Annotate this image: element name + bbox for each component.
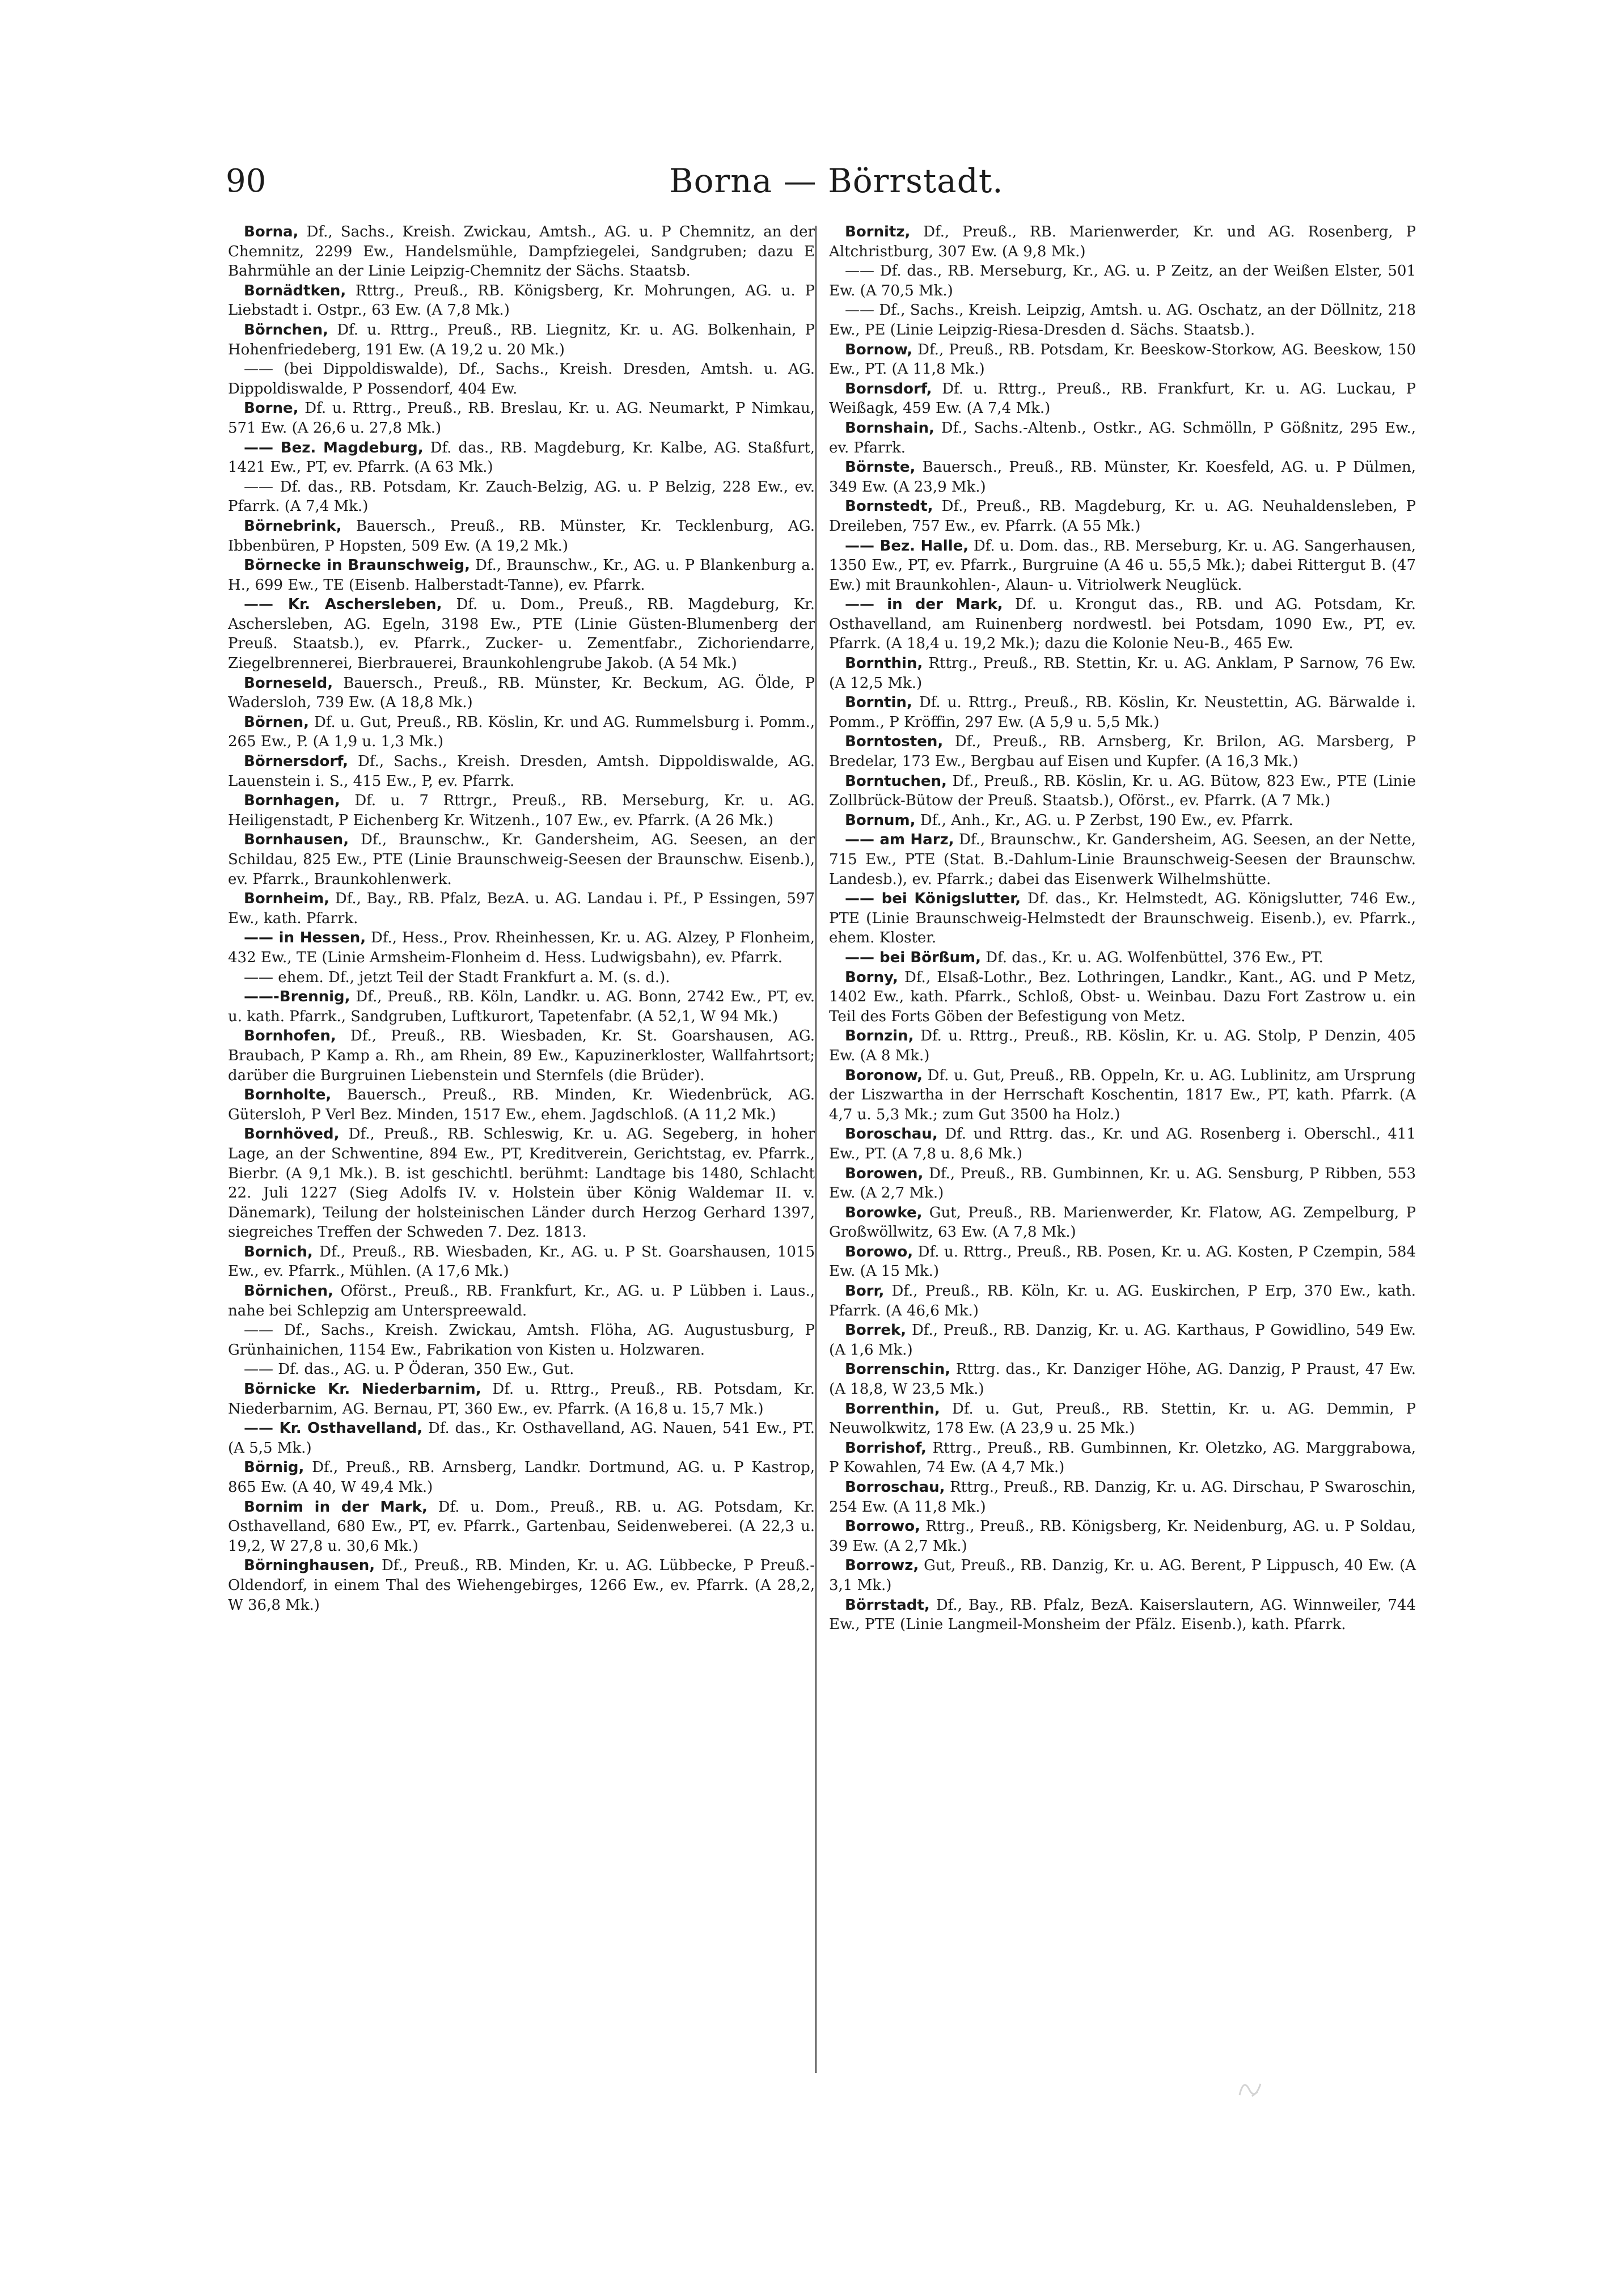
dictionary-entry [228, 968, 815, 988]
dictionary-entry [829, 948, 1416, 968]
entry-headword: —— bei Börßum, [845, 949, 981, 966]
entry-headword: Börnig, [244, 1459, 304, 1477]
dictionary-entry [829, 1517, 1416, 1556]
entry-headword: Bornhöved, [244, 1126, 340, 1143]
entry-text: Df., Anh., Kr., AG. u. P Zerbst, 190 Ew., ev. Pfarrk. [915, 811, 1293, 829]
dictionary-entry [228, 987, 815, 1026]
entry-text: Df. und Rttrg. das., Kr. und AG. Rosenberg i. Oberschl., 411 Ew., PT. (A 7,8 u. 8,6 Mk.) [829, 1126, 1416, 1162]
left-column [228, 222, 815, 1615]
entry-text: Bauersch., Preuß., RB. Minden, Kr. Wiedenbrück, AG. Gütersloh, P Verl Bez. Minden, 1517 Ew., ehem. Jagdschloß. (A 11,2 Mk.) [228, 1086, 815, 1123]
dictionary-entry [829, 418, 1416, 458]
library-stamp-mark [1235, 2072, 1269, 2101]
dictionary-entry [228, 1242, 815, 1281]
entry-text: Df. u. Rttrg., Preuß., RB. Köslin, Kr. u. AG. Stolp, P Denzin, 405 Ew. (A 8 Mk.) [829, 1027, 1416, 1064]
dictionary-entry [228, 222, 815, 281]
entry-text: Df., Preuß., RB. Marienwerder, Kr. und AG. Rosenberg, P Altchristburg, 307 Ew. (A 9,8 Mk.) [829, 223, 1416, 260]
dictionary-entry [829, 1596, 1416, 1635]
entry-text: Df., Preuß., RB. Schleswig, Kr. u. AG. Segeberg, in hoher Lage, an der Schwentine, 894 Ew., PT, Kreditverein, Gerichtstag, ev. Pfarrk., Bierbr. (A 9,1 Mk.). B. ist geschichtl. berühmt: Landtage bis 1480, Schlacht 22. Juli 1227 (Sieg Adolfs IV. v. Holstein über König Waldemar II. v. Dänemark), Teilung der holsteinischen Länder durch Herzog Gerhard 1397, siegreiches Treffen der Schweden 7. Dez. 1813. [228, 1126, 815, 1241]
dictionary-entry [829, 497, 1416, 536]
dictionary-entry [228, 752, 815, 791]
entry-headword: —— Bez. Magdeburg, [244, 439, 424, 456]
entry-headword: Börninghausen, [244, 1557, 375, 1575]
entry-headword: Bornim in der Mark, [244, 1498, 428, 1516]
entry-headword: —— Bez. Halle, [845, 537, 969, 555]
entry-text: Df., Sachs., Kreish. Zwickau, Amtsh., AG. u. P Chemnitz, an der Chemnitz, 2299 Ew., Handelsmühle, Dampfziegelei, Sandgruben; dazu E Bahrmühle an der Linie Leipzig-Chemnitz der Sächs. Staatsb. [228, 223, 815, 280]
entry-headword: Borowen, [845, 1165, 924, 1182]
entry-text: Df., Preuß., RB. Köln, Landkr. u. AG. Bonn, 2742 Ew., PT, ev. u. kath. Pfarrk., Sandgruben, Luftkurort, Tapetenfabr. (A 52,1, W 94 Mk.) [228, 988, 815, 1025]
entry-headword: Borny, [845, 968, 898, 986]
entry-headword: Börnchen, [244, 321, 328, 339]
entry-text: Df. u. Gut, Preuß., RB. Köslin, Kr. und AG. Rummelsburg i. Pomm., 265 Ew., P. (A 1,9 u. 1,3 Mk.) [228, 713, 815, 751]
entry-text: Gut, Preuß., RB. Danzig, Kr. u. AG. Berent, P Lippusch, 40 Ew. (A 3,1 Mk.) [829, 1557, 1416, 1594]
entry-text: Df., Hess., Prov. Rheinhessen, Kr. u. AG. Alzey, P Flonheim, 432 Ew., TE (Linie Armsheim-Flonheim d. Hess. Ludwigsbahn), ev. Pfarrk. [228, 929, 815, 966]
dictionary-entry [829, 811, 1416, 831]
dictionary-entry [228, 281, 815, 320]
entry-headword: Boroschau, [845, 1126, 938, 1143]
entry-headword: Borntosten, [845, 733, 944, 751]
dictionary-entry [228, 791, 815, 830]
entry-text: Df., Preuß., RB. Potsdam, Kr. Beeskow-Storkow, AG. Beeskow, 150 Ew., PT. (A 11,8 Mk.) [829, 341, 1416, 378]
entry-headword: Bornhagen, [244, 792, 340, 810]
entry-text: Df. u. Krongut das., RB. und AG. Potsdam, Kr. Osthavelland, am Ruinenberg nordwestl. bei Potsdam, 1090 Ew., PT, ev. Pfarrk. (A 18,4 u. 19,2 Mk.); dazu die Kolonie Neu-B., 465 Ew. [829, 596, 1416, 653]
entry-headword: —— Kr. Osthavelland, [244, 1420, 423, 1437]
dictionary-entry [829, 595, 1416, 654]
entry-headword: Bornich, [244, 1243, 313, 1260]
dictionary-entry [829, 1478, 1416, 1517]
dictionary-entry [829, 301, 1416, 340]
entry-headword: Borr, [845, 1283, 885, 1300]
entry-headword: Bornzin, [845, 1027, 914, 1045]
entry-text: —— Df. das., AG. u. P Öderan, 350 Ew., Gut. [244, 1361, 574, 1378]
entry-text: Df. u. Rttrg., Preuß., RB. Breslau, Kr. u. AG. Neumarkt, P Nimkau, 571 Ew. (A 26,6 u. 27,8 Mk.) [228, 400, 815, 437]
dictionary-entry [228, 320, 815, 359]
entry-text: Bauersch., Preuß., RB. Münster, Kr. Beckum, AG. Ölde, P Wadersloh, 739 Ew. (A 18,8 Mk.) [228, 674, 815, 712]
entry-headword: —— in der Mark, [845, 596, 1003, 614]
entry-headword: Bornum, [845, 811, 916, 829]
entry-text: Df., Preuß., RB. Danzig, Kr. u. AG. Karthaus, P Gowidlino, 549 Ew. (A 1,6 Mk.) [829, 1322, 1416, 1359]
entry-headword: Börnen, [244, 713, 310, 731]
entry-headword: Börnecke in Braunschweig, [244, 557, 471, 574]
entry-text: Rttrg., Preuß., RB. Danzig, Kr. u. AG. Dirschau, P Swaroschin, 254 Ew. (A 11,8 Mk.) [829, 1479, 1416, 1516]
dictionary-entry [829, 654, 1416, 693]
entry-headword: Börnichen, [244, 1283, 333, 1300]
entry-headword: —— Kr. Aschersleben, [244, 596, 442, 614]
dictionary-entry [228, 1419, 815, 1458]
entry-text: Df., Bay., RB. Pfalz, BezA. Kaiserslautern, AG. Winnweiler, 744 Ew., PTE (Linie Langmeil-Monsheim der Pfälz. Eisenb.), kath. Pfarrk. [829, 1596, 1416, 1634]
entry-headword: Borne, [244, 400, 299, 417]
dictionary-entry [228, 595, 815, 673]
dictionary-entry [228, 1360, 815, 1380]
dictionary-entry [829, 379, 1416, 418]
dictionary-entry [228, 1085, 815, 1124]
entry-headword: ——-Brennig, [244, 988, 350, 1006]
dictionary-entry [228, 1380, 815, 1419]
entry-text: Df., Preuß., RB. Magdeburg, Kr. u. AG. Neuhaldensleben, P Dreileben, 757 Ew., ev. Pfarrk. (A 55 Mk.) [829, 498, 1416, 535]
dictionary-entry [829, 1281, 1416, 1321]
entry-headword: Borntin, [845, 694, 912, 712]
dictionary-entry [829, 1242, 1416, 1281]
entry-text: Df., Preuß., RB. Wiesbaden, Kr., AG. u. P St. Goarshausen, 1015 Ew., ev. Pfarrk., Mühlen. (A 17,6 Mk.) [228, 1243, 815, 1280]
page-number: 90 [226, 163, 267, 200]
dictionary-entry [228, 438, 815, 477]
entry-headword: —— bei Königslutter, [845, 890, 1021, 908]
entry-text: Df. u. Rttrg., Preuß., RB. Frankfurt, Kr. u. AG. Luckau, P Weißagk, 459 Ew. (A 7,4 Mk.) [829, 380, 1416, 417]
entry-text: Df., Sachs., Kreish. Dresden, Amtsh. Dippoldiswalde, AG. Lauenstein i. S., 415 Ew., P, ev. Pfarrk. [228, 753, 815, 790]
entry-text: Df. das., Kr. Helmstedt, AG. Königslutter, 746 Ew., PTE (Linie Braunschweig-Helmstedt der Braunschweig. Eisenb.), ev. Pfarrk., ehem. Kloster. [829, 890, 1416, 947]
entry-text: Df. u. 7 Rttrgr., Preuß., RB. Merseburg, Kr. u. AG. Heiligenstadt, P Eichenberg Kr. Witzenh., 107 Ew., ev. Pfarrk. (A 26 Mk.) [228, 792, 815, 829]
dictionary-entry [829, 772, 1416, 811]
entry-headword: Börnste, [845, 459, 916, 476]
entry-text: —— Df. das., RB. Potsdam, Kr. Zauch-Belzig, AG. u. P Belzig, 228 Ew., ev. Pfarrk. (A 7,4 Mk.) [228, 478, 815, 515]
entry-text: Df., Preuß., RB. Köslin, Kr. u. AG. Bütow, 823 Ew., PTE (Linie Zollbrück-Bütow der Preuß. Staatsb.), Oförst., ev. Pfarrk. (A 7 Mk.) [829, 772, 1416, 810]
right-column [829, 222, 1416, 1635]
entry-text: Df., Preuß., RB. Minden, Kr. u. AG. Lübbecke, P Preuß.-Oldendorf, in einem Thal des Wiehengebirges, 1266 Ew., ev. Pfarrk. (A 28,2, W 36,8 Mk.) [228, 1557, 815, 1614]
entry-headword: Bornsdorf, [845, 380, 932, 397]
dictionary-entry [829, 830, 1416, 889]
entry-headword: Börnebrink, [244, 517, 342, 535]
entry-text: Df., Preuß., RB. Arnsberg, Landkr. Dortmund, AG. u. P Kastrop, 865 Ew. (A 40, W 49,4 Mk.) [228, 1459, 815, 1496]
dictionary-entry [228, 556, 815, 595]
dictionary-entry [228, 889, 815, 928]
entry-headword: Börrstadt, [845, 1596, 930, 1614]
entry-text: Rttrg. das., Kr. Danziger Höhe, AG. Danzig, P Praust, 47 Ew. (A 18,8, W 23,5 Mk.) [829, 1361, 1416, 1398]
dictionary-entry [829, 1026, 1416, 1065]
entry-text: Rttrg., Preuß., RB. Königsberg, Kr. Mohrungen, AG. u. P Liebstadt i. Ostpr., 63 Ew. (A 7,8 Mk.) [228, 282, 815, 319]
entry-headword: Borrenthin, [845, 1400, 940, 1418]
entry-text: Df. u. Rttrg., Preuß., RB. Potsdam, Kr. Niederbarnim, AG. Bernau, PT, 360 Ew., ev. Pfarrk. (A 16,8 u. 15,7 Mk.) [228, 1381, 815, 1418]
entry-text: Bauersch., Preuß., RB. Münster, Kr. Koesfeld, AG. u. P Dülmen, 349 Ew. (A 23,9 Mk.) [829, 459, 1416, 496]
dictionary-entry [228, 1026, 815, 1085]
entry-text: Df. u. Dom., Preuß., RB. u. AG. Potsdam, Kr. Osthavelland, 680 Ew., PT, ev. Pfarrk., Gartenbau, Seidenweberei. (A 22,3 u. 19,2, W 27,8 u. 30,6 Mk.) [228, 1498, 815, 1555]
entry-headword: Bornshain, [845, 419, 934, 437]
dictionary-entry [228, 517, 815, 556]
dictionary-entry [829, 261, 1416, 301]
entry-text: Df., Braunschw., Kr. Gandersheim, AG. Seesen, an der Schildau, 825 Ew., PTE (Linie Braunschweig-Seesen der Braunschw. Eisenb.), ev. Pfarrk., Braunkohlenwerk. [228, 831, 815, 888]
dictionary-entry [228, 1556, 815, 1615]
dictionary-entry [829, 889, 1416, 948]
entry-headword: Borowo, [845, 1243, 914, 1260]
entry-text: Df., Bay., RB. Pfalz, BezA. u. AG. Landau i. Pf., P Essingen, 597 Ew., kath. Pfarrk. [228, 890, 815, 927]
entry-text: Df., Preuß., RB. Köln, Kr. u. AG. Euskirchen, P Erp, 370 Ew., kath. Pfarrk. (A 46,6 Mk.) [829, 1283, 1416, 1319]
dictionary-entry [228, 674, 815, 713]
dictionary-entry [228, 359, 815, 399]
entry-text: Df., Braunschw., Kr., AG. u. P Blankenburg a. H., 699 Ew., TE (Eisenb. Halberstadt-Tanne), ev. Pfarrk. [228, 557, 815, 594]
entry-text: Df., Preuß., RB. Gumbinnen, Kr. u. AG. Sensburg, P Ribben, 553 Ew. (A 2,7 Mk.) [829, 1165, 1416, 1202]
entry-text: Df. das., RB. Magdeburg, Kr. Kalbe, AG. Staßfurt, 1421 Ew., PT, ev. Pfarrk. (A 63 Mk.) [228, 439, 815, 476]
entry-text: —— Df., Sachs., Kreish. Leipzig, Amtsh. u. AG. Oschatz, an der Döllnitz, 218 Ew., PE (Linie Leipzig-Riesa-Dresden d. Sächs. Staatsb.). [829, 302, 1416, 339]
entry-text: Rttrg., Preuß., RB. Gumbinnen, Kr. Oletzko, AG. Marggrabowa, P Kowahlen, 74 Ew. (A 4,7 Mk.) [829, 1439, 1416, 1477]
dictionary-entry [829, 1203, 1416, 1242]
entry-headword: Bornstedt, [845, 498, 933, 515]
entry-headword: Bornheim, [244, 890, 330, 908]
entry-headword: Borrek, [845, 1322, 907, 1339]
dictionary-entry [228, 1281, 815, 1321]
dictionary-entry [829, 340, 1416, 379]
entry-headword: Bornhausen, [244, 831, 349, 849]
entry-headword: Borrowo, [845, 1518, 920, 1535]
dictionary-entry [829, 1164, 1416, 1203]
entry-text: Df. das., Kr. Osthavelland, AG. Nauen, 541 Ew., PT. (A 5,5 Mk.) [228, 1420, 815, 1457]
entry-headword: Borowke, [845, 1204, 923, 1221]
entry-text: —— Df., Sachs., Kreish. Zwickau, Amtsh. Flöha, AG. Augustusburg, P Grünhainichen, 1154 Ew., Fabrikation von Kisten u. Holzwaren. [228, 1322, 815, 1359]
entry-headword: Bornädtken, [244, 282, 346, 299]
column-divider [815, 226, 817, 2073]
entry-headword: Börnicke Kr. Niederbarnim, [244, 1381, 481, 1398]
entry-headword: —— in Hessen, [244, 929, 366, 947]
dictionary-entry [829, 732, 1416, 771]
entry-headword: —— am Harz, [845, 831, 954, 849]
dictionary-entry [228, 1458, 815, 1497]
entry-text: Df., Sachs.-Altenb., Ostkr., AG. Schmölln, P Gößnitz, 295 Ew., ev. Pfarrk. [829, 419, 1416, 456]
dictionary-entry [829, 1066, 1416, 1125]
entry-headword: Bornow, [845, 341, 913, 358]
entry-text: —— ehem. Df., jetzt Teil der Stadt Frankfurt a. M. (s. d.). [244, 968, 670, 986]
entry-text: Df. u. Dom. das., RB. Merseburg, Kr. u. AG. Sangerhausen, 1350 Ew., PT, ev. Pfarrk., Burgruine (A 46 u. 55,5 Mk.); dabei Rittergut B. (47 Ew.) mit Braunkohlen-, Alaun- u. Vitriolwerk Neuglück. [829, 537, 1416, 594]
dictionary-entry [228, 1321, 815, 1360]
entry-text: Df. u. Rttrg., Preuß., RB. Köslin, Kr. Neustettin, AG. Bärwalde i. Pomm., P Kröffin, 297 Ew. (A 5,9 u. 5,5 Mk.) [829, 694, 1416, 731]
entry-text: Df. u. Gut, Preuß., RB. Stettin, Kr. u. AG. Demmin, P Neuwolkwitz, 178 Ew. (A 23,9 u. 25 Mk.) [829, 1400, 1416, 1437]
entry-text: Df., Braunschw., Kr. Gandersheim, AG. Seesen, an der Nette, 715 Ew., PTE (Stat. B.-Dahlum-Linie Braunschweig-Seesen der Braunschw. Landesb.), ev. Pfarrk.; dabei das Eisenwerk Wilhelmshütte. [829, 831, 1416, 888]
entry-text: Df. u. Rttrg., Preuß., RB. Posen, Kr. u. AG. Kosten, P Czempin, 584 Ew. (A 15 Mk.) [829, 1243, 1416, 1280]
entry-headword: Bornitz, [845, 223, 911, 240]
dictionary-entry [829, 968, 1416, 1027]
entry-text: Df. u. Gut, Preuß., RB. Oppeln, Kr. u. AG. Lublinitz, am Ursprung der Liszwartha in der Herrschaft Koschentin, 1817 Ew., PT, kath. Pfarrk. (A 4,7 u. 5,3 Mk.; zum Gut 3500 ha Holz.) [829, 1067, 1416, 1123]
dictionary-entry [829, 1439, 1416, 1478]
entry-headword: Börnersdorf, [244, 753, 349, 771]
entry-headword: Boronow, [845, 1067, 923, 1084]
entry-headword: Borrenschin, [845, 1361, 951, 1378]
entry-text: Bauersch., Preuß., RB. Münster, Kr. Tecklenburg, AG. Ibbenbüren, P Hopsten, 509 Ew. (A 19,2 Mk.) [228, 517, 815, 555]
entry-text: Df., Preuß., RB. Wiesbaden, Kr. St. Goarshausen, AG. Braubach, P Kamp a. Rh., am Rhein, 89 Ew., Kapuzinerkloster, Wallfahrtsort; darüber die Burgruinen Liebenstein und Sternfels (die Brüder). [228, 1027, 815, 1084]
entry-text: —— (bei Dippoldiswalde), Df., Sachs., Kreish. Dresden, Amtsh. u. AG. Dippoldiswalde, P Possendorf, 404 Ew. [228, 361, 815, 397]
entry-text: Gut, Preuß., RB. Marienwerder, Kr. Flatow, AG. Zempelburg, P Großwöllwitz, 63 Ew. (A 7,8 Mk.) [829, 1204, 1416, 1241]
entry-text: Rttrg., Preuß., RB. Stettin, Kr. u. AG. Anklam, P Sarnow, 76 Ew. (A 12,5 Mk.) [829, 655, 1416, 692]
dictionary-entry [829, 1399, 1416, 1439]
dictionary-entry [829, 222, 1416, 261]
dictionary-entry [228, 399, 815, 438]
entry-headword: Borna, [244, 223, 299, 240]
entry-headword: Borntuchen, [845, 772, 947, 790]
dictionary-entry [228, 477, 815, 517]
entry-text: Df. u. Dom., Preuß., RB. Magdeburg, Kr. Aschersleben, AG. Egeln, 3198 Ew., PTE (Linie Güsten-Blumenberg der Preuß. Staatsb.), ev. Pfarrk., Zucker- u. Zementfabr., Zichoriendarre, Ziegelbrennerei, Bierbrauerei, Braunkohlengrube Jakob. (A 54 Mk.) [228, 596, 815, 672]
dictionary-entry [829, 536, 1416, 595]
entry-headword: Bornholte, [244, 1086, 332, 1104]
dictionary-entry [228, 928, 815, 967]
dictionary-entry [829, 1360, 1416, 1399]
entry-text: Rttrg., Preuß., RB. Königsberg, Kr. Neidenburg, AG. u. P Soldau, 39 Ew. (A 2,7 Mk.) [829, 1518, 1416, 1555]
dictionary-entry [829, 1124, 1416, 1164]
entry-headword: Bornhofen, [244, 1027, 336, 1045]
entry-headword: Borrowz, [845, 1557, 919, 1575]
entry-text: —— Df. das., RB. Merseburg, Kr., AG. u. P Zeitz, an der Weißen Elster, 501 Ew. (A 70,5 Mk.) [829, 263, 1416, 299]
dictionary-entry [829, 1556, 1416, 1595]
entry-headword: Bornthin, [845, 655, 923, 672]
dictionary-entry [829, 458, 1416, 497]
dictionary-entry [829, 693, 1416, 732]
dictionary-entry [228, 830, 815, 889]
entry-headword: Borroschau, [845, 1479, 945, 1496]
entry-text: Oförst., Preuß., RB. Frankfurt, Kr., AG. u. P Lübben i. Laus., nahe bei Schlepzig am Unterspreewald. [228, 1283, 815, 1319]
entry-text: Df. das., Kr. u. AG. Wolfenbüttel, 376 Ew., PT. [980, 949, 1323, 966]
dictionary-entry [829, 1321, 1416, 1360]
entry-text: Df. u. Rttrg., Preuß., RB. Liegnitz, Kr. u. AG. Bolkenhain, P Hohenfriedeberg, 191 Ew. (A 19,2 u. 20 Mk.) [228, 321, 815, 358]
running-head: Borna — Börrstadt. [669, 162, 1004, 200]
dictionary-entry [228, 713, 815, 752]
entry-text: Df., Elsaß-Lothr., Bez. Lothringen, Landkr., Kant., AG. und P Metz, 1402 Ew., kath. Pfarrk., Schloß, Obst- u. Weinbau. Dazu Fort Zastrow u. ein Teil des Forts Göben der Befestigung von Metz. [829, 968, 1416, 1025]
entry-text: Df., Preuß., RB. Arnsberg, Kr. Brilon, AG. Marsberg, P Bredelar, 173 Ew., Bergbau auf Eisen und Kupfer. (A 16,3 Mk.) [829, 733, 1416, 771]
dictionary-entry [228, 1124, 815, 1242]
entry-headword: Borrishof, [845, 1439, 927, 1457]
entry-headword: Borneseld, [244, 674, 333, 692]
dictionary-entry [228, 1497, 815, 1556]
